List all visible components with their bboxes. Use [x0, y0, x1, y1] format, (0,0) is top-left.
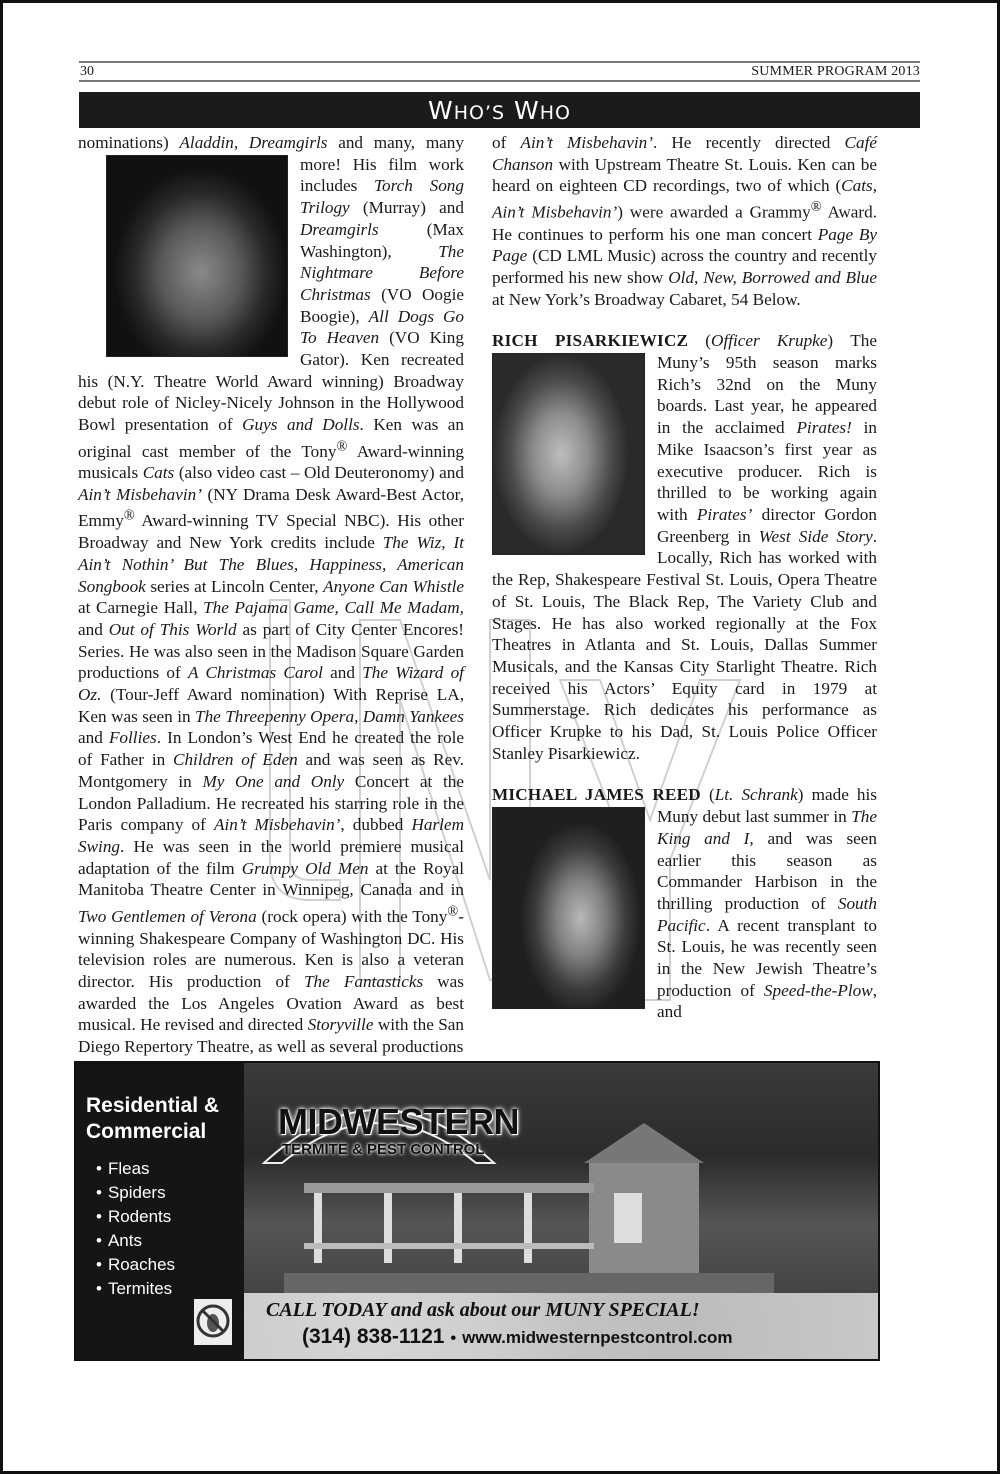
- headshot-ken: [106, 155, 288, 357]
- bio-rich: RICH PISARKIEWICZ (Officer Krupke) The Muny’s 95th season marks Rich’s 32nd on the Muny boards. Last year, he appeared in the acclaimed Pirates! in Mike Isaacson’s first year as executive producer. Rich is thrilled to be working again with Pirates’ director Gordon Greenberg in West Side Story. Locally, Rich has worked with the Rep, Shakespeare Festival St. Louis, Opera Theatre of St. Louis, The Black Rep, The Variety Club and Stages. He has also worked regionally at the Fox Theatres in Atlanta and St. Louis, Dallas Summer Musicals, and the Kansas City Starlight Theatre. Rich received his Actors’ Equity card in 1979 at Summerstage. Rich dedicates his performance as Officer Krupke to his Dad, St. Louis Police Officer Stanley Pisarkiewicz.: [492, 331, 877, 763]
- bio-rich-name: RICH PISARKIEWICZ: [492, 331, 689, 351]
- ad-call-to-action: CALL TODAY and ask about our MUNY SPECIAL!: [266, 1299, 700, 1321]
- running-title: SUMMER PROGRAM 2013: [751, 64, 920, 79]
- ad-separator: •: [450, 1330, 457, 1347]
- bio-rich-body: The Muny’s 95th season marks Rich’s 32nd on the Muny boards. Last year, he appeared in the acclaimed Pirates! in Mike Isaacson’s first year as executive producer. Rich is thrilled to be working again with Pirates’ director Gordon Greenberg in West Side Story. Locally, Rich has worked with the Rep, Shakespeare Festival St. Louis, Opera Theatre of St. Louis, The Black Rep, The Variety Club and Stages. He has also worked regionally at the Fox Theatres in Atlanta and St. Louis, Dallas Summer Musicals, and the Kansas City Starlight Theatre. Rich received his Actors’ Equity card in 1979 at Summerstage. Rich dedicates his performance as Officer Krupke to his Dad, St. Louis Police Officer Stanley Pisarkiewicz.: [492, 331, 877, 763]
- bio-michael: MICHAEL JAMES REED (Lt. Schrank) made his Muny debut last summer in The King and I, and was seen earlier this season as Commander Harbison in the thrilling production of South Pacific. A recent transplant to St. Louis, he was recently seen in the New Jewish Theatre’s production of Speed-the-Plow, and: [492, 785, 877, 1022]
- service-item: • Fleas: [96, 1157, 175, 1181]
- header-rule-top: [79, 61, 920, 63]
- header-rule-bottom: [79, 80, 920, 82]
- ad-phone[interactable]: (314) 838-1121: [302, 1325, 445, 1348]
- service-item: • Spiders: [96, 1181, 175, 1205]
- bio-ken-continuation: of Ain’t Misbehavin’. He recently directed Café Chanson with Upstream Theatre St. Louis. Ken can be heard on eighteen CD recordings, two of which (Cats, Ain’t Misbehavin’) were awarded a Grammy® Award. He continues to perform his one man concert Page By Page (CD LML Music) across the country and recently performed his new show Old, New, Borrowed and Blue at New York’s Broadway Cabaret, 54 Below.: [492, 133, 878, 309]
- bio-michael-role: Lt. Schrank: [714, 785, 798, 805]
- bio-michael-body: made his Muny debut last summer in The King and I, and was seen earlier this season as Commander Harbison in the thrilling production of South Pacific. A recent transplant to St. Louis, he was recently seen in the New Jewish Theatre’s production of Speed-the-Plow, and: [657, 785, 877, 1022]
- logo-sub-text: TERMITE & PEST CONTROL: [282, 1141, 485, 1158]
- bio-ken-lead: nominations) Aladdin, Dreamgirls and many, many more! His film work includes Torch Song Trilogy (Murray) and Dreamgirls (Max Washington), The Nightmare Before Christmas (VO Oogie Boogie), All Dogs Go To Heaven (VO King Gator). Ken recreated his (N.Y. Theatre World Award winning) Broadway debut role of Nicley-Nicely Johnson in the Hollywood Bowl presentation of Guys and Dolls. Ken was an original cast member of the Tony® Award-winning musicals Cats (also video cast – Old Deuteronomy) and Ain’t Misbehavin’ (NY Drama Desk Award-Best Actor, Emmy® Award-winning TV Special NBC). His other Broadway and New York credits include The Wiz, It Ain’t Nothin’ But The Blues, Happiness, American Songbook series at Lincoln Center, Anyone Can Whistle at Carnegie Hall, The Pajama Game, Call Me Madam, and Out of This World as part of City Center Encores! Series. He was also seen in the Madison Square Garden productions of A Christmas Carol and The Wizard of Oz. (Tour-Jeff Award nomination) With Reprise LA, Ken was seen in The Threepenny Opera, Damn Yankees and Follies. In London’s West End he created the role of Father in Children of Eden and was seen as Rev. Montgomery in My One and Only Concert at the London Palladium. He recreated his starring role in the Paris company of Ain’t Misbehavin’, dubbed Harlem Swing. He was seen in the world premiere musical adaptation of the film Grumpy Old Men at the Royal Manitoba Theatre Center in Winnipeg, Canada and in Two Gentlemen of Verona (rock opera) with the Tony®-winning Shakespeare Company of Washington DC. His television roles are numerous. Ken is also a veteran director. His production of The Fantasticks was awarded the Los Angeles Ovation Award as best musical. He revised and directed Storyville with the San Diego Repertory Theatre, as well as several productions: [78, 133, 465, 1057]
- bio-rich-role: Officer Krupke: [711, 331, 828, 351]
- ad-services-panel: [76, 1063, 244, 1359]
- section-title: WHO’S WHO: [427, 96, 571, 125]
- column-left: [78, 132, 464, 1058]
- ad-services-list: [96, 1157, 175, 1301]
- headshot-michael: [492, 807, 645, 1009]
- ad-headline-line2: Commercial: [86, 1120, 207, 1143]
- logo-main-text: MIDWESTERN: [278, 1101, 519, 1142]
- ad-headline: [86, 1093, 219, 1145]
- ad-headline-line1: Residential &: [86, 1094, 220, 1117]
- ad-contact: [302, 1325, 733, 1349]
- bio-michael-name: MICHAEL JAMES REED: [492, 785, 701, 805]
- service-item: • Termites: [96, 1277, 175, 1301]
- ad-house-photo: [244, 1063, 878, 1293]
- ad-contact-strip: [244, 1293, 878, 1359]
- headshot-rich: [492, 353, 645, 555]
- service-item: • Ants: [96, 1229, 175, 1253]
- advertisement-midwestern[interactable]: [74, 1061, 880, 1361]
- section-title-banner: [79, 92, 920, 128]
- midwestern-logo: [254, 1077, 519, 1169]
- column-right: [492, 132, 877, 1023]
- bio-ken: [78, 132, 464, 1058]
- ad-website-link[interactable]: www.midwesternpestcontrol.com: [462, 1328, 733, 1347]
- service-item: • Rodents: [96, 1205, 175, 1229]
- service-item: • Roaches: [96, 1253, 175, 1277]
- page-number: 30: [80, 64, 94, 79]
- no-bug-icon: [194, 1299, 232, 1345]
